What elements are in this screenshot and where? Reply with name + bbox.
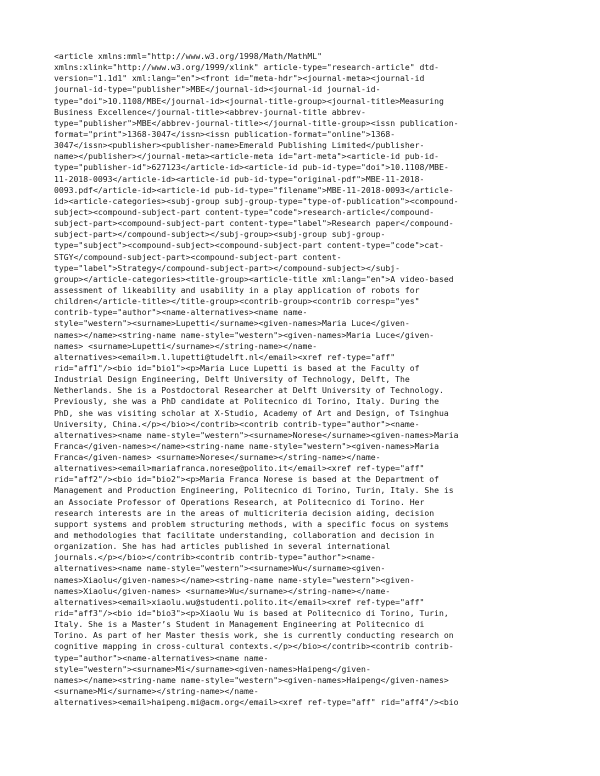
code-line: format="print">1368-3047</issn><issn publication-format="online">1368- <box>54 128 396 139</box>
code-line: alternatives><name name-style="western"><surname>Norese</surname><given-names>Maria <box>54 429 459 440</box>
code-line: rid="aff2"/><bio id="bio2"><p>Maria Franca Norese is based at the Department of <box>54 474 439 485</box>
code-line: Business Excellence</journal-title><abbrev-journal-title abbrev- <box>54 106 366 117</box>
code-line: style="western"><surname>Mi</surname><given-names>Haipeng</given- <box>54 663 371 674</box>
code-line: 3047</issn><publisher><publisher-name>Emerald Publishing Limited</publisher- <box>54 140 425 151</box>
code-line: name></publisher></journal-meta><article-meta id="art-meta"><article-id pub-id- <box>54 151 439 162</box>
xml-source-text <box>54 51 554 708</box>
code-line: University, China.</p></bio></contrib><contrib contrib-type="author"><name- <box>54 418 420 429</box>
code-line: 0093.pdf</article-id><article-id pub-id-type="filename">MBE-11-2018-0093</article- <box>54 184 454 195</box>
code-line: alternatives><email>haipeng.mi@acm.org</email><xref ref-type="aff" rid="aff4"/><bio <box>54 697 459 708</box>
code-line: Franca</given-names></name><string-name name-style="western"><given-names>Maria <box>54 440 439 451</box>
code-line: Franca</given-names> <surname>Norese</surname></string-name></name- <box>54 452 381 463</box>
code-line: subject><compound-subject-part content-type="code">research-article</compound- <box>54 206 435 217</box>
code-line: subject-part><compound-subject-part content-type="label">Research paper</compound- <box>54 218 454 229</box>
code-line: alternatives><email>xiaolu.wu@studenti.polito.it</email><xref ref-type="aff" <box>54 596 425 607</box>
code-line: subject-part></compound-subject></subj-group><subj-group subj-group- <box>54 229 386 240</box>
code-line: Netherlands. She is a Postdoctoral Researcher at Delft University of Technology. <box>54 385 444 396</box>
code-line: <surname>Mi</surname></string-name></name- <box>54 686 259 697</box>
code-line: PhD, she was visiting scholar at X-Studio, Academy of Art and Design, of Tsinghua <box>54 407 449 418</box>
code-line: 11-2018-0093</article-id><article-id pub-id-type="original-pdf">MBE-11-2018- <box>54 173 425 184</box>
code-line: journal-id-type="publisher">MBE</journal-id><journal-id journal-id- <box>54 84 381 95</box>
code-line: type="publisher-id">627123</article-id><article-id pub-id-type="doi">10.1108/MBE- <box>54 162 449 173</box>
code-line: cognitive mapping in cross-cultural contexts.</p></bio></contrib><contrib contrib- <box>54 641 454 652</box>
code-line: xmlns:xlink="http://www.w3.org/1999/xlink" article-type="research-article" dtd- <box>54 62 439 73</box>
code-line: Industrial Design Engineering, Delft University of Technology, Delft, The <box>54 374 410 385</box>
code-line: assessment of likeability and usability in a play application of robots for <box>54 284 420 295</box>
code-line: names></name><string-name name-style="western"><given-names>Maria Luce</given- <box>54 329 435 340</box>
code-line: type="doi">10.1108/MBE</journal-id><journal-title-group><journal-title>Measuring <box>54 95 444 106</box>
code-line: alternatives><email>m.l.lupetti@tudelft.nl</email><xref ref-type="aff" <box>54 351 396 362</box>
code-line: version="1.1d1" xml:lang="en"><front id="meta-hdr"><journal-meta><journal-id <box>54 73 425 84</box>
code-line: rid="aff1"/><bio id="bio1"><p>Maria Luce Lupetti is based at the Faculty of <box>54 362 420 373</box>
code-line: and methodologies that facilitate understanding, collaboration and decision in <box>54 530 435 541</box>
code-line: names></name><string-name name-style="western"><given-names>Haipeng</given-names> <box>54 674 449 685</box>
code-line: support systems and problem structuring methods, with a specific focus on systems <box>54 518 449 529</box>
code-line: alternatives><email>mariafranca.norese@polito.it</email><xref ref-type="aff" <box>54 463 425 474</box>
code-line: contrib-type="author"><name-alternatives><name name- <box>54 307 308 318</box>
code-line: group></article-categories><title-group><article-title xml:lang="en">A video-based <box>54 273 454 284</box>
code-line: names>Xiaolu</given-names></name><string-name name-style="western"><given- <box>54 574 415 585</box>
code-line: type="subject"><compound-subject><compound-subject-part content-type="code">cat- <box>54 240 444 251</box>
code-line: type="label">Strategy</compound-subject-part></compound-subject></subj- <box>54 262 400 273</box>
code-line: type="publisher">MBE</abbrev-journal-title></journal-title-group><issn publication- <box>54 117 459 128</box>
code-line: research interests are in the areas of multicriteria decision aiding, decision <box>54 507 435 518</box>
code-line: Italy. She is a Master’s Student in Management Engineering at Politecnico di <box>54 619 425 630</box>
code-line: style="western"><surname>Lupetti</surname><given-names>Maria Luce</given- <box>54 318 410 329</box>
code-line: journals.</p></bio></contrib><contrib contrib-type="author"><name- <box>54 552 376 563</box>
code-line: type="author"><name-alternatives><name name- <box>54 652 269 663</box>
code-line: Previously, she was a PhD candidate at Politecnico di Torino, Italy. During the <box>54 396 439 407</box>
code-line: organization. She has had articles published in several international <box>54 541 391 552</box>
code-line: alternatives><name name-style="western"><surname>Wu</surname><given- <box>54 563 386 574</box>
code-line: <article xmlns:mml="http://www.w3.org/1998/Math/MathML" <box>54 51 323 61</box>
code-line: Management and Production Engineering, Politecnico di Torino, Turin, Italy. She is <box>54 485 454 496</box>
code-line: Torino. As part of her Master thesis work, she is currently conducting research on <box>54 630 454 641</box>
code-line: STGY</compound-subject-part><compound-subject-part content- <box>54 251 342 262</box>
code-line: names> <surname>Lupetti</surname></string-name></name- <box>54 340 318 351</box>
code-line: id><article-categories><subj-group subj-group-type="type-of-publication"><compound- <box>54 195 459 206</box>
code-line: an Associate Professor of Operations Research, at Politecnico di Torino. Her <box>54 496 425 507</box>
code-line: names>Xiaolu</given-names> <surname>Wu</surname></string-name></name- <box>54 585 391 596</box>
code-line: children</article-title></title-group><contrib-group><contrib corresp="yes" <box>54 296 420 307</box>
code-line: rid="aff3"/><bio id="bio3"><p>Xiaolu Wu is based at Politecnico di Torino, Turin, <box>54 608 449 619</box>
